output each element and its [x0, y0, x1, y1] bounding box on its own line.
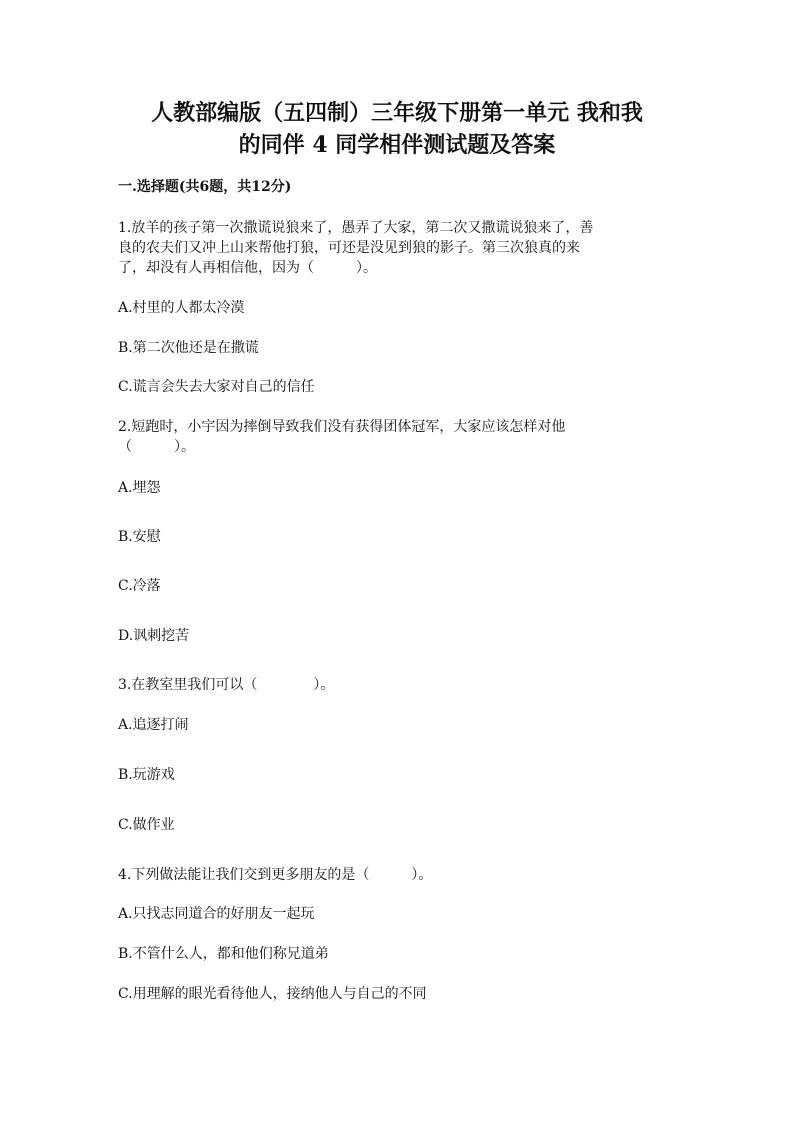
question-2-stem: [118, 417, 678, 457]
question-2-option-d: D.讽刺挖苦: [118, 628, 190, 644]
question-1-stem-line-1: 1.放羊的孩子第一次撒谎说狼来了，愚弄了大家，第二次又撒谎说狼来了，善: [118, 220, 594, 236]
question-1-stem-line-3: 了，却没有人再相信他，因为（ ）。: [118, 260, 377, 276]
question-3-option-a: A.追逐打闹: [118, 717, 189, 733]
question-3-option-b: B.玩游戏: [118, 767, 175, 783]
question-1-option-b: B.第二次他还是在撒谎: [118, 340, 259, 356]
question-1-option-c: C.谎言会失去大家对自己的信任: [118, 379, 315, 395]
question-4-option-a: A.只找志同道合的好朋友一起玩: [118, 906, 315, 922]
question-1-stem: [118, 218, 678, 278]
question-3-stem-line-1: 3.在教室里我们可以（ ）。: [118, 677, 335, 693]
question-2-option-c: C.冷落: [118, 578, 161, 594]
question-4-option-c: C.用理解的眼光看待他人，接纳他人与自己的不同: [118, 986, 427, 1002]
document-title-line-2: 的同伴 4 同学相伴测试题及答案: [238, 132, 556, 158]
question-2-option-b: B.安慰: [118, 529, 161, 545]
question-3-option-c: C.做作业: [118, 817, 175, 833]
document-title-line-1: 人教部编版（五四制）三年级下册第一单元 我和我: [151, 100, 643, 126]
question-4-stem-line-1: 4.下列做法能让我们交到更多朋友的是（ ）。: [118, 867, 433, 883]
question-2-stem-line-2: （ ）。: [118, 439, 195, 455]
question-1-stem-line-2: 良的农夫们又冲上山来帮他打狼，可还是没见到狼的影子。第三次狼真的来: [118, 240, 580, 256]
question-2-option-a: A.埋怨: [118, 480, 161, 496]
question-4-option-b: B.不管什么人，都和他们称兄道弟: [118, 946, 329, 962]
question-1-option-a: A.村里的人都太冷漠: [118, 300, 245, 316]
question-2-stem-line-1: 2.短跑时，小宇因为摔倒导致我们没有获得团体冠军，大家应该怎样对他: [118, 419, 566, 435]
section-heading: 一.选择题(共6题，共12分): [118, 179, 292, 195]
question-3-stem: [118, 675, 678, 695]
question-4-stem: [118, 865, 678, 885]
